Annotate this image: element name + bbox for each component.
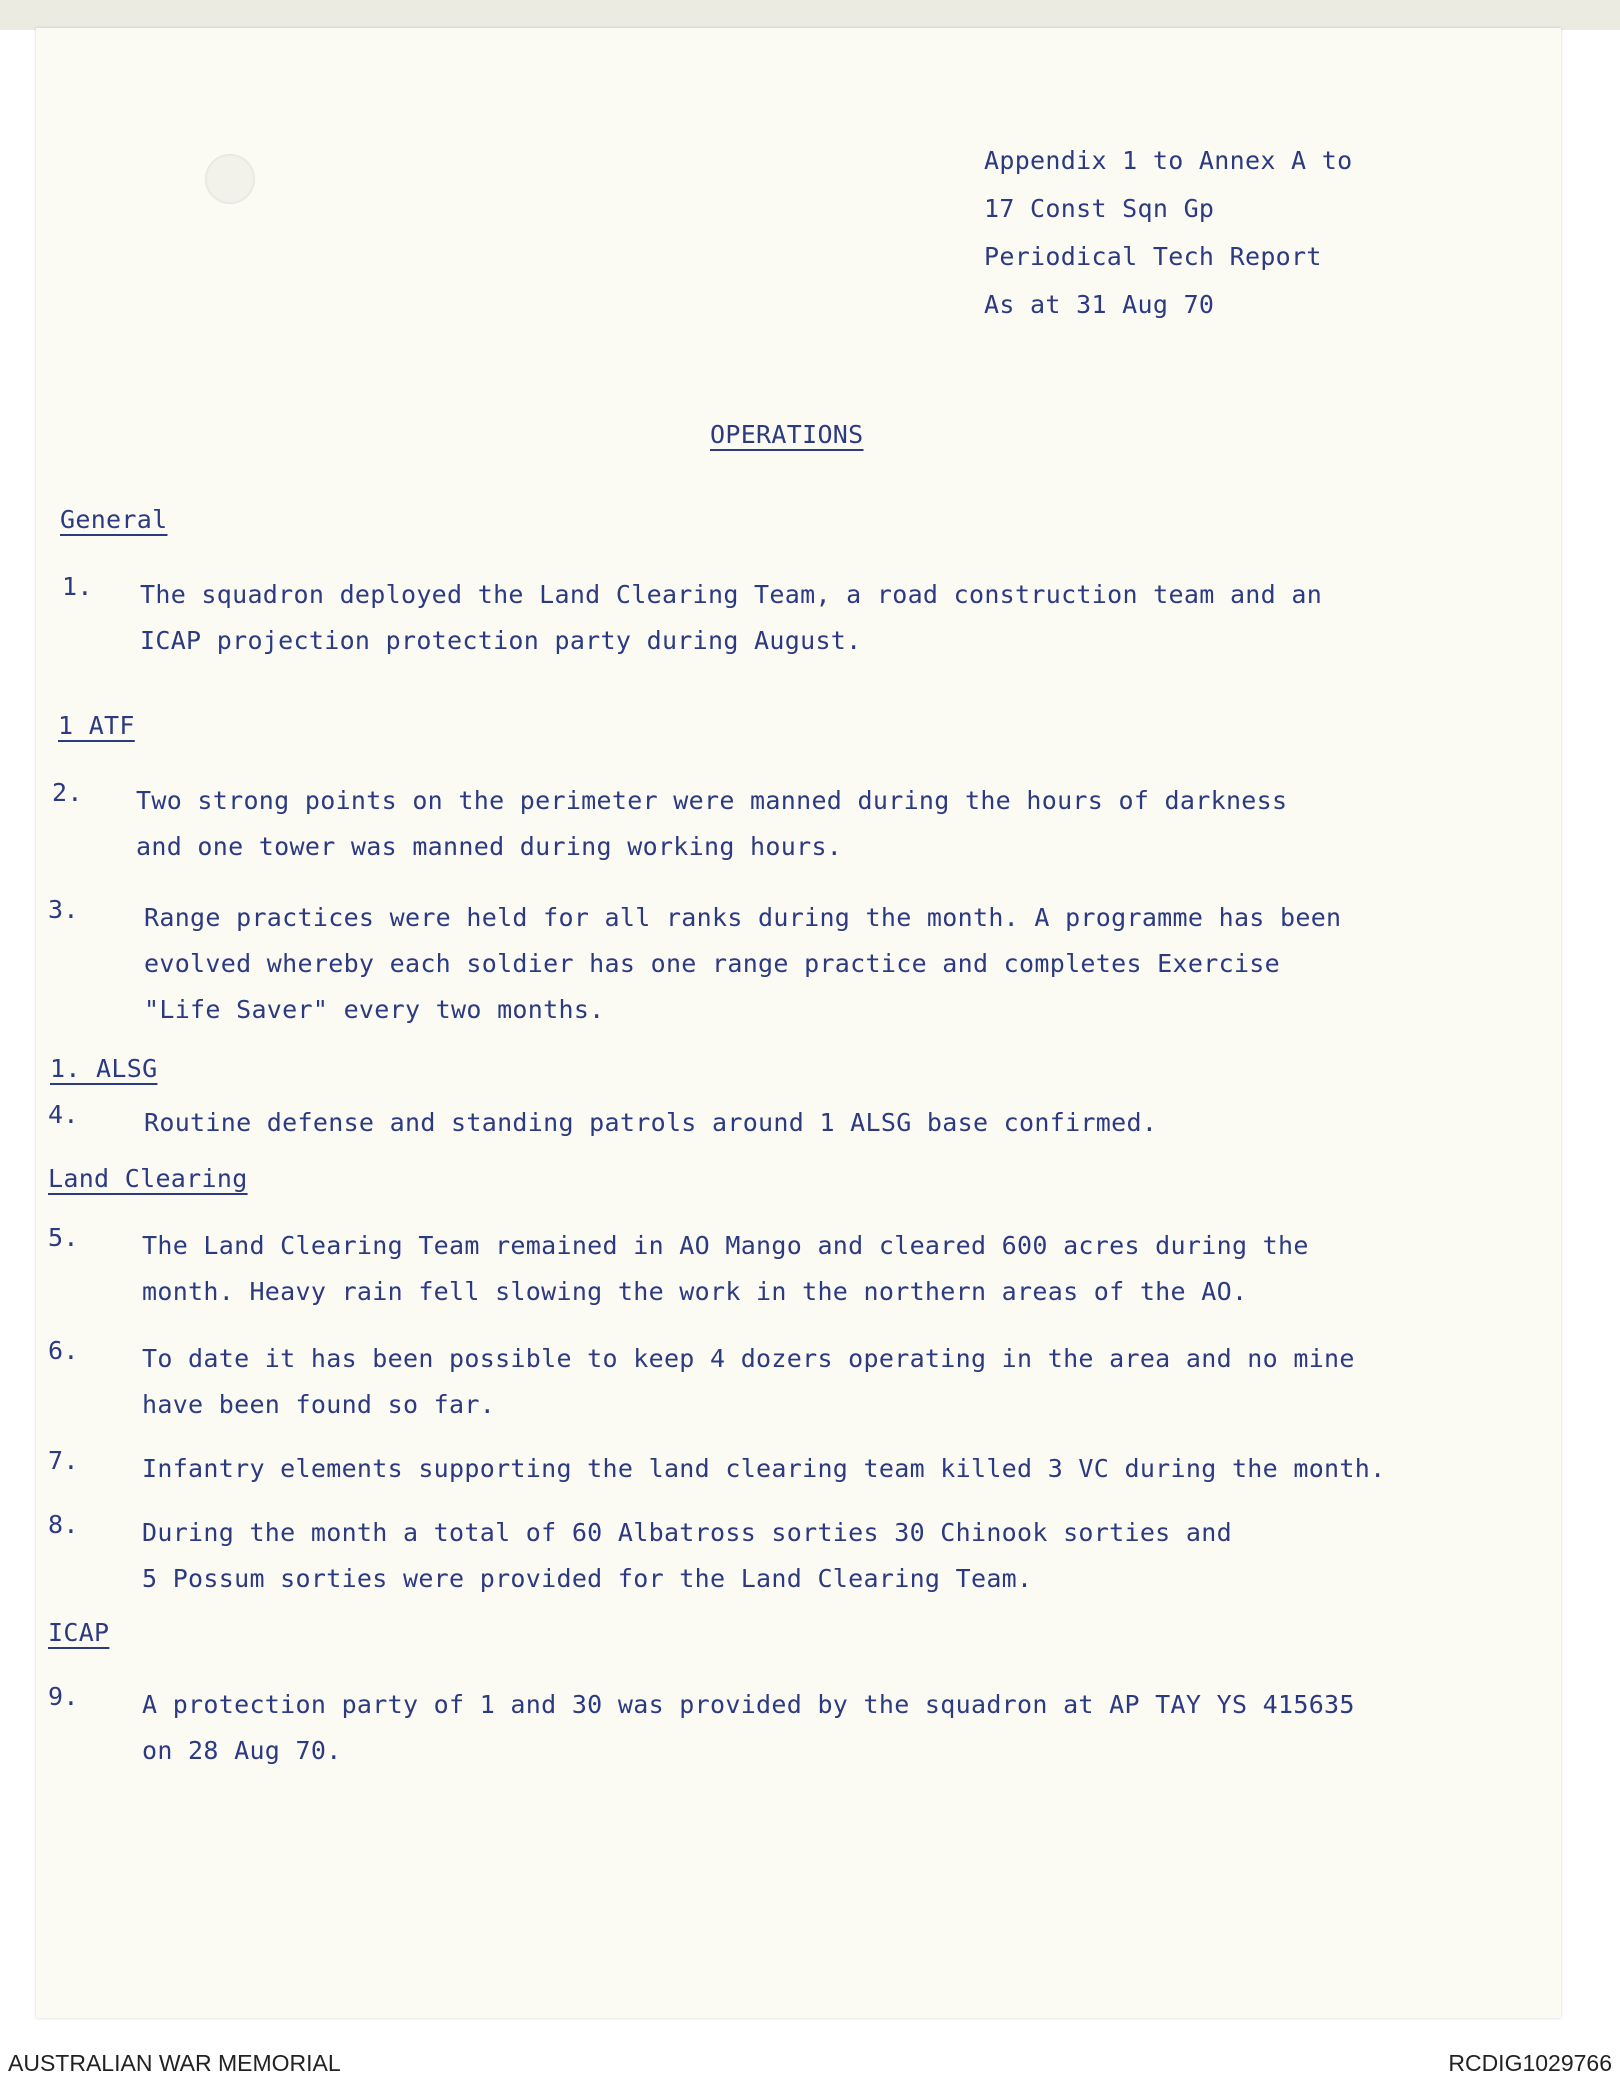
paragraph-number: 5.: [48, 1223, 79, 1252]
paragraph-line: and one tower was manned during working hours.: [136, 832, 843, 861]
paragraph-line: ICAP projection protection party during August.: [140, 626, 862, 655]
paragraph-number: 4.: [48, 1100, 79, 1129]
archive-credit: AUSTRALIAN WAR MEMORIAL: [8, 2050, 341, 2076]
paragraph-line: 5 Possum sorties were provided for the Land Clearing Team.: [142, 1564, 1033, 1593]
paragraph-text: [142, 1682, 1355, 1774]
heading-icap: ICAP: [48, 1618, 110, 1647]
paragraph-text: [142, 1223, 1309, 1315]
paragraph-line: evolved whereby each soldier has one range practice and completes Exercise: [144, 949, 1280, 978]
appendix-line: Appendix 1 to Annex A to: [984, 146, 1353, 175]
paragraph-line: Routine defense and standing patrols around 1 ALSG base confirmed.: [144, 1108, 1158, 1137]
heading-land-clearing: Land Clearing: [48, 1164, 248, 1193]
paragraph-line: on 28 Aug 70.: [142, 1736, 342, 1765]
appendix-reference: [984, 137, 1352, 329]
appendix-line: Periodical Tech Report: [984, 242, 1322, 271]
punch-hole: [205, 154, 255, 204]
paragraph-text: [142, 1336, 1355, 1428]
paragraph-text: [140, 572, 1322, 664]
paragraph-line: Range practices were held for all ranks during the month. A programme has been: [144, 903, 1342, 932]
paragraph-number: 6.: [48, 1336, 79, 1365]
paragraph-number: 3.: [48, 895, 79, 924]
paragraph-number: 8.: [48, 1510, 79, 1539]
paragraph-text: [142, 1510, 1232, 1602]
paragraph-line: During the month a total of 60 Albatross sorties 30 Chinook sorties and: [142, 1518, 1232, 1547]
paragraph-line: A protection party of 1 and 30 was provided by the squadron at AP TAY YS 415635: [142, 1690, 1355, 1719]
paragraph-line: have been found so far.: [142, 1390, 496, 1419]
paragraph-text: [142, 1446, 1385, 1492]
paragraph-number: 1.: [62, 572, 93, 601]
page-title: OPERATIONS: [710, 420, 864, 449]
archive-reference-id: RCDIG1029766: [1448, 2050, 1612, 2076]
heading-1-atf: 1 ATF: [58, 711, 135, 740]
paragraph-line: "Life Saver" every two months.: [144, 995, 605, 1024]
heading-general: General: [60, 505, 168, 534]
paragraph-text: [144, 1100, 1157, 1146]
heading-1-alsg: 1. ALSG: [50, 1054, 158, 1083]
paragraph-line: Two strong points on the perimeter were manned during the hours of darkness: [136, 786, 1288, 815]
paragraph-line: The squadron deployed the Land Clearing Team, a road construction team and an: [140, 580, 1323, 609]
paragraph-line: month. Heavy rain fell slowing the work in the northern areas of the AO.: [142, 1277, 1248, 1306]
paragraph-line: To date it has been possible to keep 4 dozers operating in the area and no mine: [142, 1344, 1355, 1373]
paragraph-text: [144, 895, 1341, 1033]
appendix-line: As at 31 Aug 70: [984, 290, 1215, 319]
appendix-line: 17 Const Sqn Gp: [984, 194, 1215, 223]
paragraph-number: 2.: [52, 778, 83, 807]
paragraph-text: [136, 778, 1287, 870]
paragraph-number: 7.: [48, 1446, 79, 1475]
paragraph-number: 9.: [48, 1682, 79, 1711]
paragraph-line: Infantry elements supporting the land clearing team killed 3 VC during the month.: [142, 1454, 1386, 1483]
scan-top-strip: [0, 0, 1620, 30]
paragraph-line: The Land Clearing Team remained in AO Mango and cleared 600 acres during the: [142, 1231, 1309, 1260]
